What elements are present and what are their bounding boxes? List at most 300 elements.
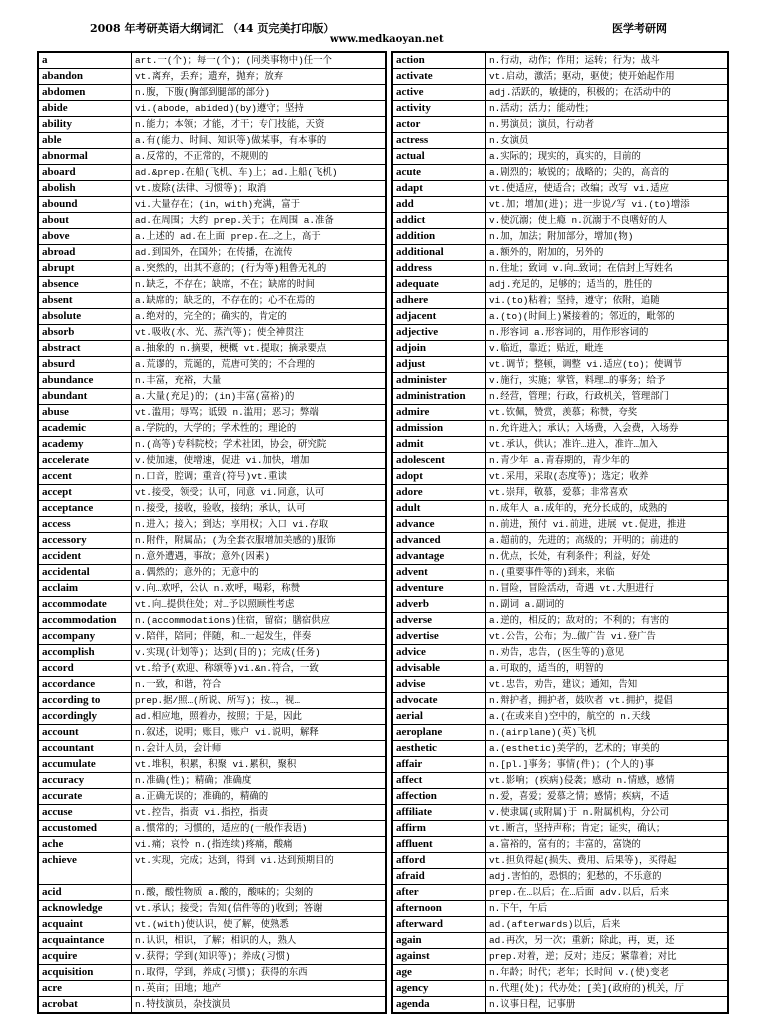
vocab-definition: vi.(abode，abided)(by)遵守；坚持 — [132, 101, 386, 117]
vocab-definition: a.实际的；现实的，真实的，目前的 — [486, 149, 728, 165]
vocab-definition: v.施行，实施；掌管，料理…的事务；给予 — [486, 373, 728, 389]
vocab-row — [39, 949, 386, 965]
vocab-word: about — [39, 213, 132, 229]
vocab-definition: a.偶然的；意外的；无意中的 — [132, 565, 386, 581]
vocab-word: afraid — [393, 869, 486, 885]
vocab-row — [39, 693, 386, 709]
vocab-definition: vt.使适应，使适合；改编；改写 vi.适应 — [486, 181, 728, 197]
vocab-word: abuse — [39, 405, 132, 421]
vocab-definition: ad.相应地，照着办，按照；于是，因此 — [132, 709, 386, 725]
vocab-definition: n.接受，接收，验收，接纳；承认，认可 — [132, 501, 386, 517]
vocab-row — [39, 245, 386, 261]
vocab-row — [393, 53, 728, 69]
vocab-word: admit — [393, 437, 486, 453]
vocab-definition: n.副词 a.副词的 — [486, 597, 728, 613]
vocab-definition: vt.公告，公布；为…做广告 vi.登广告 — [486, 629, 728, 645]
vocab-word: adapt — [393, 181, 486, 197]
vocab-word: accurate — [39, 789, 132, 805]
vocab-word: aesthetic — [393, 741, 486, 757]
vocab-word: absolute — [39, 309, 132, 325]
vocab-row — [39, 933, 386, 949]
vocab-definition: n.会计人员，会计师 — [132, 741, 386, 757]
vocab-row — [393, 357, 728, 373]
vocab-word: adjust — [393, 357, 486, 373]
vocab-definition: vt.采用，采取(态度等)；选定；收养 — [486, 469, 728, 485]
vocab-definition: n.特技演员，杂技演员 — [132, 997, 386, 1013]
vocab-definition: adj.充足的，足够的；适当的，胜任的 — [486, 277, 728, 293]
vocab-definition: n.(accommodations)住宿，留宿；膳宿供应 — [132, 613, 386, 629]
vocab-definition: vt.崇拜，敬慕，爱慕；非常喜欢 — [486, 485, 728, 501]
vocab-definition: n.认识，相识，了解；相识的人，熟人 — [132, 933, 386, 949]
vocab-row — [393, 101, 728, 117]
vocab-row — [39, 133, 386, 149]
vocab-word: active — [393, 85, 486, 101]
vocab-word: afterward — [393, 917, 486, 933]
vocab-definition: ad.&prep.在船(飞机、车)上；ad.上船(飞机) — [132, 165, 386, 181]
vocab-word: acre — [39, 981, 132, 997]
vocab-row — [393, 949, 728, 965]
vocab-definition: vt.废除(法律、习惯等)；取消 — [132, 181, 386, 197]
vocab-row — [393, 709, 728, 725]
vocab-definition: n.叙述，说明；账目，账户 vi.说明，解释 — [132, 725, 386, 741]
vocab-word: accustomed — [39, 821, 132, 837]
vocab-word: accelerate — [39, 453, 132, 469]
vocab-definition: n.进入；接入；到达；享用权；入口 vi.存取 — [132, 517, 386, 533]
vocab-word: accommodate — [39, 597, 132, 613]
vocab-word: abroad — [39, 245, 132, 261]
vocab-word: administer — [393, 373, 486, 389]
vocab-definition: n.成年人 a.成年的，充分长成的，成熟的 — [486, 501, 728, 517]
vocab-row — [39, 677, 386, 693]
vocab-word: accountant — [39, 741, 132, 757]
vocab-row — [393, 453, 728, 469]
vocab-definition: n.(重要事件等的)到来，来临 — [486, 565, 728, 581]
vocab-word: ability — [39, 117, 132, 133]
vocab-word: advise — [393, 677, 486, 693]
vocab-row — [393, 757, 728, 773]
vocab-word: above — [39, 229, 132, 245]
vocab-row — [393, 725, 728, 741]
vocab-definition: a.剧烈的；敏锐的；战略的；尖的，高音的 — [486, 165, 728, 181]
vocab-row — [39, 149, 386, 165]
vocab-word: agenda — [393, 997, 486, 1013]
vocab-word: acrobat — [39, 997, 132, 1013]
vocab-definition: n.青少年 a.青春期的，青少年的 — [486, 453, 728, 469]
vocab-word: afternoon — [393, 901, 486, 917]
vocab-word: academy — [39, 437, 132, 453]
vocab-row — [393, 741, 728, 757]
vocab-row — [393, 197, 728, 213]
vocab-row — [39, 453, 386, 469]
vocab-word: absent — [39, 293, 132, 309]
vocab-row — [39, 725, 386, 741]
vocab-definition: n.优点，长处，有利条件；利益，好处 — [486, 549, 728, 565]
vocab-word: acquisition — [39, 965, 132, 981]
vocab-row — [393, 677, 728, 693]
vocab-definition: a.额外的，附加的，另外的 — [486, 245, 728, 261]
vocab-definition: v.使隶属(或附属)于 n.附属机构，分公司 — [486, 805, 728, 821]
vocab-definition: ad.在周围；大约 prep.关于；在周围 a.准备 — [132, 213, 386, 229]
vocab-definition: vi.痛；哀怜 n.(指连续)疼痛，酸痛 — [132, 837, 386, 853]
vocab-word: admire — [393, 405, 486, 421]
vocab-word: accompany — [39, 629, 132, 645]
vocab-row — [39, 405, 386, 421]
vocab-definition: vt.接受，领受；认可，同意 vi.同意，认可 — [132, 485, 386, 501]
vocab-definition: n.酸，酸性物质 a.酸的，酸味的；尖刻的 — [132, 885, 386, 901]
vocab-definition: art.一(个)；每一(个)；(同类事物中)任一个 — [132, 53, 386, 69]
vocab-word: acute — [393, 165, 486, 181]
vocab-row — [393, 117, 728, 133]
vocab-row — [393, 597, 728, 613]
vocab-definition: ad.(afterwards)以后，后来 — [486, 917, 728, 933]
vocab-definition: n.腹，下腹(胸部到腿部的部分) — [132, 85, 386, 101]
vocab-row — [393, 549, 728, 565]
vocab-definition: v.获得；学到(知识等)；养成(习惯) — [132, 949, 386, 965]
vocab-row — [393, 565, 728, 581]
vocab-definition: a.(esthetic)美学的，艺术的；审美的 — [486, 741, 728, 757]
vocab-word: additional — [393, 245, 486, 261]
vocab-word: accommodation — [39, 613, 132, 629]
vocab-word: able — [39, 133, 132, 149]
vocab-word: affect — [393, 773, 486, 789]
vocab-word: accessory — [39, 533, 132, 549]
vocab-row — [393, 869, 728, 885]
vocab-row — [393, 485, 728, 501]
vocab-word: adhere — [393, 293, 486, 309]
vocab-word: actor — [393, 117, 486, 133]
vocab-row — [393, 805, 728, 821]
vocab-row — [393, 517, 728, 533]
vocab-definition: n.冒险，冒险活动，奇遇 vt.大胆进行 — [486, 581, 728, 597]
vocab-row — [39, 101, 386, 117]
vocab-definition: adj.活跃的，敏捷的，积极的；在活动中的 — [486, 85, 728, 101]
vocab-definition: a.超前的，先进的；高级的；开明的；前进的 — [486, 533, 728, 549]
vocab-word: aerial — [393, 709, 486, 725]
vocab-word: affair — [393, 757, 486, 773]
vocab-word: aboard — [39, 165, 132, 181]
vocab-word: affiliate — [393, 805, 486, 821]
vocab-definition: v.使沉溺；使上瘾 n.沉溺于不良嗜好的人 — [486, 213, 728, 229]
vocab-definition: a.(在或来自)空中的，航空的 n.天线 — [486, 709, 728, 725]
vocab-word: acquaintance — [39, 933, 132, 949]
vocab-row — [39, 53, 386, 69]
vocab-word: advance — [393, 517, 486, 533]
right-vocab-table — [392, 52, 728, 1013]
vocab-definition: n.(airplane)(英)飞机 — [486, 725, 728, 741]
vocab-definition: a.抽象的 n.摘要，梗概 vt.提取；摘录要点 — [132, 341, 386, 357]
vocab-definition: n.行动，动作；作用；运转；行为；战斗 — [486, 53, 728, 69]
vocab-row — [393, 981, 728, 997]
vocab-definition: vt.滥用；辱骂；诋毁 n.滥用；恶习；弊端 — [132, 405, 386, 421]
vocab-row — [39, 421, 386, 437]
vocab-word: admission — [393, 421, 486, 437]
vocab-definition: a.惯常的；习惯的，适应的(一般作表语) — [132, 821, 386, 837]
vocab-definition: v.陪伴，陪同；伴随，和…一起发生，伴奏 — [132, 629, 386, 645]
vocab-definition: vt.吸收(水、光、蒸汽等)；使全神贯注 — [132, 325, 386, 341]
vocab-row — [393, 277, 728, 293]
vocab-word: actress — [393, 133, 486, 149]
vocab-definition: a.大量(充足)的；(in)丰富(富裕)的 — [132, 389, 386, 405]
vocab-row — [393, 581, 728, 597]
vocab-definition: n.辩护者，拥护者，鼓吹者 vt.拥护，提倡 — [486, 693, 728, 709]
vocab-definition: v.临近，靠近；贴近，毗连 — [486, 341, 728, 357]
vocab-row — [39, 197, 386, 213]
vocab-definition: a.荒谬的，荒诞的，荒唐可笑的；不合理的 — [132, 357, 386, 373]
vocab-definition: n.取得，学到，养成(习惯)；获得的东西 — [132, 965, 386, 981]
vocab-word: advanced — [393, 533, 486, 549]
vocab-row — [39, 469, 386, 485]
vocab-definition: vt.承认，供认；准许…进入，准许…加入 — [486, 437, 728, 453]
vocab-word: a — [39, 53, 132, 69]
vocab-word: adverse — [393, 613, 486, 629]
vocab-definition: n.丰富，充裕，大量 — [132, 373, 386, 389]
vocab-word: abstract — [39, 341, 132, 357]
vocab-definition: v.向…欢呼，公认 n.欢呼，喝彩，称赞 — [132, 581, 386, 597]
vocab-row — [393, 421, 728, 437]
vocab-word: account — [39, 725, 132, 741]
vocab-row — [393, 69, 728, 85]
vocab-word: after — [393, 885, 486, 901]
vocab-row — [393, 965, 728, 981]
vocab-word: advice — [393, 645, 486, 661]
vocab-row — [39, 229, 386, 245]
vocab-definition: vt.实现，完成；达到，得到 vi.达到预期目的 — [132, 853, 386, 885]
vocab-row — [39, 213, 386, 229]
vocab-word: administration — [393, 389, 486, 405]
vocab-word: acquire — [39, 949, 132, 965]
vocab-word: accuse — [39, 805, 132, 821]
vocab-word: adverb — [393, 597, 486, 613]
vocab-row — [39, 549, 386, 565]
vocab-definition: ad.再次，另一次；重新；除此，再，更，还 — [486, 933, 728, 949]
vocab-word: abolish — [39, 181, 132, 197]
vocab-row — [39, 837, 386, 853]
vocab-word: action — [393, 53, 486, 69]
vocab-definition: n.(高等)专科院校；学术社团，协会，研究院 — [132, 437, 386, 453]
vocab-definition: n.爱，喜爱；爱慕之情；感情；疾病，不适 — [486, 789, 728, 805]
vocab-definition: a.反常的，不正常的，不规则的 — [132, 149, 386, 165]
vocab-row — [39, 661, 386, 677]
vocab-definition: n.女演员 — [486, 133, 728, 149]
vocab-row — [39, 69, 386, 85]
vocab-definition: n.活动；活力；能动性； — [486, 101, 728, 117]
vocab-row — [39, 389, 386, 405]
vocab-word: accord — [39, 661, 132, 677]
vocab-row — [393, 885, 728, 901]
vocab-row — [39, 181, 386, 197]
vocab-word: abide — [39, 101, 132, 117]
vocab-word: adolescent — [393, 453, 486, 469]
vocab-definition: a.有(能力、时间、知识等)做某事，有本事的 — [132, 133, 386, 149]
vocab-word: affection — [393, 789, 486, 805]
vocab-word: abnormal — [39, 149, 132, 165]
vocab-row — [39, 805, 386, 821]
vocab-word: activity — [393, 101, 486, 117]
vocab-row — [39, 357, 386, 373]
vocab-word: age — [393, 965, 486, 981]
vocab-word: accident — [39, 549, 132, 565]
vocab-row — [39, 613, 386, 629]
vocab-row — [39, 629, 386, 645]
vocab-word: according to — [39, 693, 132, 709]
vocab-word: acknowledge — [39, 901, 132, 917]
vocab-row — [393, 501, 728, 517]
vocab-definition: n.男演员；演员，行动者 — [486, 117, 728, 133]
vocab-row — [393, 469, 728, 485]
vocab-row — [393, 837, 728, 853]
vocab-word: address — [393, 261, 486, 277]
vocab-row — [39, 165, 386, 181]
vocab-word: acceptance — [39, 501, 132, 517]
vocab-row — [393, 901, 728, 917]
vocab-row — [393, 437, 728, 453]
vocab-row — [39, 645, 386, 661]
vocab-row — [39, 597, 386, 613]
vocab-definition: n.准确(性)；精确；准确度 — [132, 773, 386, 789]
vocab-row — [39, 901, 386, 917]
vocab-definition: vt.调节；整顿，调整 vi.适应(to)；使调节 — [486, 357, 728, 373]
vocab-row — [39, 117, 386, 133]
vocab-definition: vt.担负得起(损失、费用、后果等)，买得起 — [486, 853, 728, 869]
vocab-word: adjacent — [393, 309, 486, 325]
vocab-word: access — [39, 517, 132, 533]
vocab-row — [39, 789, 386, 805]
vocab-word: absorb — [39, 325, 132, 341]
vocab-word: accomplish — [39, 645, 132, 661]
vocab-word: achieve — [39, 853, 132, 885]
vocab-word: abundance — [39, 373, 132, 389]
vocab-definition: a.学院的，大学的；学术性的；理论的 — [132, 421, 386, 437]
vocab-definition: vi.(to)粘着；坚持，遵守；依附，追随 — [486, 293, 728, 309]
vocab-definition: a.突然的，出其不意的；(行为等)粗鲁无礼的 — [132, 261, 386, 277]
vocab-definition: adj.害怕的，恐惧的；犯愁的，不乐意的 — [486, 869, 728, 885]
vocab-word: again — [393, 933, 486, 949]
vocab-word: absence — [39, 277, 132, 293]
vocab-definition: n.代理(处)；代办处；[美](政府的)机关，厅 — [486, 981, 728, 997]
vocab-row — [39, 373, 386, 389]
vocab-row — [393, 181, 728, 197]
vocab-definition: n.口音，腔调；重音(符号)vt.重读 — [132, 469, 386, 485]
vocab-row — [39, 277, 386, 293]
vocab-definition: n.缺乏，不存在；缺席，不在；缺席的时间 — [132, 277, 386, 293]
vocab-word: accordance — [39, 677, 132, 693]
vocab-row — [39, 85, 386, 101]
vocab-definition: a.绝对的，完全的；确实的，肯定的 — [132, 309, 386, 325]
vocab-row — [393, 693, 728, 709]
vocab-row — [393, 293, 728, 309]
vocab-word: against — [393, 949, 486, 965]
vocab-row — [39, 917, 386, 933]
site-url[interactable]: www.medkaoyan.net — [330, 34, 444, 45]
vocab-row — [393, 645, 728, 661]
vocab-word: adventure — [393, 581, 486, 597]
vocab-word: abandon — [39, 69, 132, 85]
vocab-word: academic — [39, 421, 132, 437]
vocab-definition: n.议事日程，记事册 — [486, 997, 728, 1013]
vocab-row — [393, 165, 728, 181]
vocab-definition: vt.断言，坚持声称；肯定；证实，确认； — [486, 821, 728, 837]
vocab-row — [39, 261, 386, 277]
vocab-row — [39, 501, 386, 517]
vocab-row — [39, 517, 386, 533]
left-column — [37, 51, 387, 1014]
vocab-word: addition — [393, 229, 486, 245]
vocab-word: affirm — [393, 821, 486, 837]
vocab-definition: a.缺席的；缺乏的，不存在的；心不在焉的 — [132, 293, 386, 309]
vocab-definition: n.一致，和谐，符合 — [132, 677, 386, 693]
vocab-row — [39, 581, 386, 597]
vocab-word: acclaim — [39, 581, 132, 597]
vocab-row — [39, 757, 386, 773]
vocab-word: addict — [393, 213, 486, 229]
vocab-definition: n.劝告，忠告，(医生等的)意见 — [486, 645, 728, 661]
vocab-definition: a.(to)(时间上)紧接着的；邻近的，毗邻的 — [486, 309, 728, 325]
vocab-word: advertise — [393, 629, 486, 645]
vocab-row — [39, 821, 386, 837]
vocab-row — [39, 293, 386, 309]
vocab-definition: n.形容词 a.形容词的，用作形容词的 — [486, 325, 728, 341]
vocab-definition: vt.承认；接受；告知(信件等的)收到；答谢 — [132, 901, 386, 917]
vocab-definition: vt.向…提供住处；对…予以照顾性考虑 — [132, 597, 386, 613]
vocab-row — [39, 773, 386, 789]
vocab-definition: v.实现(计划等)；达到(目的)；完成(任务) — [132, 645, 386, 661]
vocab-row — [39, 309, 386, 325]
vocab-word: accept — [39, 485, 132, 501]
vocab-definition: vt.影响；(疾病)侵袭；感动 n.情感，感情 — [486, 773, 728, 789]
vocab-definition: vt.控告，指责 vi.指控，指责 — [132, 805, 386, 821]
vocab-definition: n.下午，午后 — [486, 901, 728, 917]
vocab-definition: vt.堆积，积累，积聚 vi.累积，聚积 — [132, 757, 386, 773]
vocab-definition: vt.忠告，劝告，建议；通知，告知 — [486, 677, 728, 693]
vocab-row — [39, 485, 386, 501]
vocab-definition: a.逆的，相反的；敌对的；不利的；有害的 — [486, 613, 728, 629]
vocab-word: adore — [393, 485, 486, 501]
vocab-word: accidental — [39, 565, 132, 581]
vocab-row — [393, 245, 728, 261]
vocab-row — [39, 533, 386, 549]
vocab-row — [393, 309, 728, 325]
vocab-definition: a.富裕的，富有的；丰富的，富饶的 — [486, 837, 728, 853]
vocab-row — [39, 325, 386, 341]
vocab-word: advantage — [393, 549, 486, 565]
vocab-definition: vt.给予(欢迎、称颂等)vi.&n.符合，一致 — [132, 661, 386, 677]
vocab-definition: n.意外遭遇，事故；意外(因素) — [132, 549, 386, 565]
vocab-row — [393, 405, 728, 421]
vocab-row — [393, 85, 728, 101]
vocab-definition: n.[pl.]事务；事情(件)；(个人的)事 — [486, 757, 728, 773]
vocab-row — [39, 741, 386, 757]
vocab-word: absurd — [39, 357, 132, 373]
vocab-word: agency — [393, 981, 486, 997]
vocab-definition: a.可取的，适当的，明智的 — [486, 661, 728, 677]
vocab-word: adequate — [393, 277, 486, 293]
vocab-word: ache — [39, 837, 132, 853]
vocab-row — [393, 389, 728, 405]
vocab-word: advent — [393, 565, 486, 581]
vocab-row — [393, 853, 728, 869]
vocab-row — [393, 917, 728, 933]
vocab-row — [393, 933, 728, 949]
vocab-definition: n.能力；本领；才能，才干；专门技能，天资 — [132, 117, 386, 133]
vocab-word: advisable — [393, 661, 486, 677]
left-vocab-table — [38, 52, 386, 1013]
vocab-row — [393, 373, 728, 389]
vocab-definition: vt.钦佩，赞赏，羡慕；称赞，夸奖 — [486, 405, 728, 421]
vocab-definition: vt.离弃，丢弃；遗弃，抛弃；放弃 — [132, 69, 386, 85]
vocab-definition: a.正确无误的；准确的，精确的 — [132, 789, 386, 805]
vocab-row — [39, 997, 386, 1013]
vocab-word: accent — [39, 469, 132, 485]
